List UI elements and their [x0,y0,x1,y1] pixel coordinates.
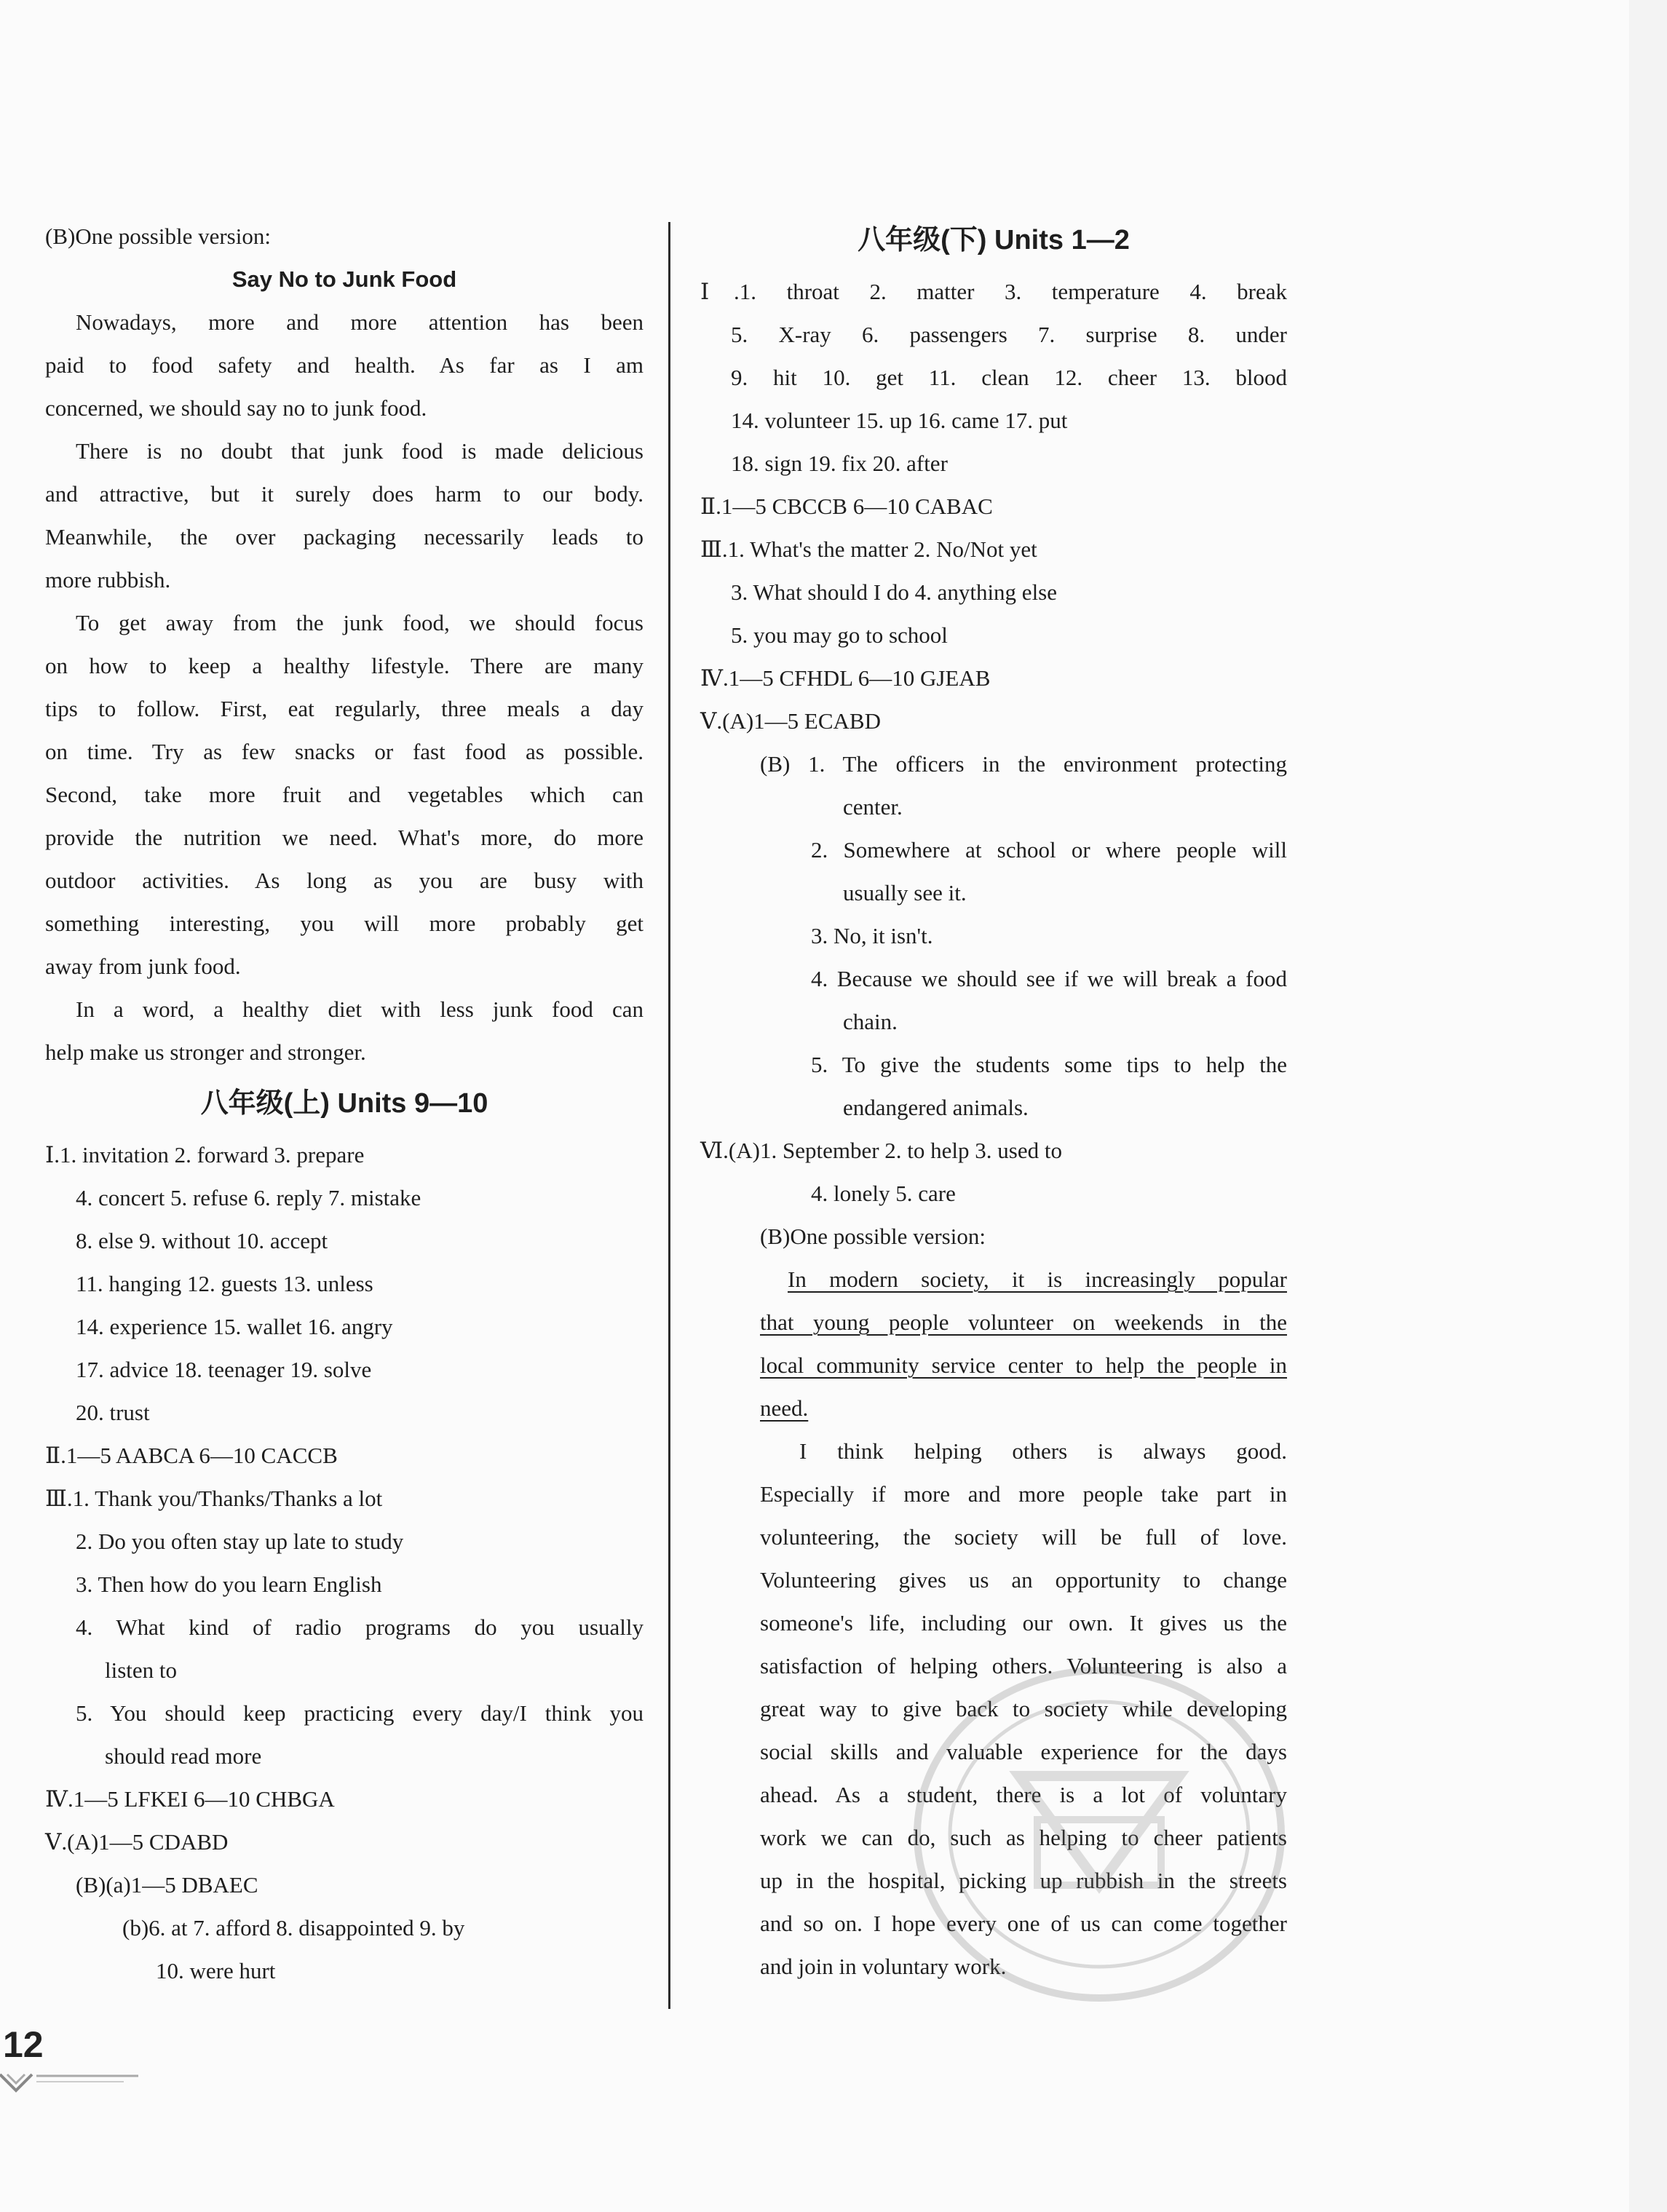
answer-line: 20. trust [76,1400,150,1425]
essay-line: social skills and valuable experience for the days [760,1739,1287,1764]
answer-line: Ⅲ.1. Thank you/Thanks/Thanks a lot [45,1486,383,1511]
essay-line: outdoor activities. As long as you are busy with [45,868,644,893]
essay-line: Meanwhile, the over packaging necessarily leads to [45,524,644,550]
essay-line: Volunteering gives us an opportunity to change [760,1567,1287,1593]
answer-line: 3. No, it isn't. [811,923,933,948]
answer-line: usually see it. [843,880,967,905]
essay-line: concerned, we should say no to junk food. [45,395,427,421]
underlined-line [700,1258,1287,1301]
essay-line: volunteering, the society will be full of love. [760,1524,1287,1550]
essay-line: and so on. I hope every one of us can come together [760,1911,1287,1936]
answer-line: 9. hit 10. get 11. clean 12. cheer 13. blood [731,365,1287,390]
essay-line: Nowadays, more and more attention has been [76,309,644,335]
answer-line: 5. To give the students some tips to help the [811,1052,1287,1077]
answer-line: 14. experience 15. wallet 16. angry [76,1314,393,1339]
underlined-line [700,1344,1287,1387]
left-column [45,215,644,1992]
essay-line: on how to keep a healthy lifestyle. There are many [45,653,644,678]
answer-line: Ⅳ.1—5 LFKEI 6—10 CHBGA [45,1786,335,1812]
essay-line: and join in voluntary work. [760,1954,1007,1979]
answer-line: 11. hanging 12. guests 13. unless [76,1271,373,1296]
answer-line: chain. [843,1009,898,1034]
page-number: 12 [3,2024,44,2065]
answer-line: 5. X-ray 6. passengers 7. surprise 8. under [731,322,1287,347]
answer-line: Ⅴ.(A)1—5 ECABD [700,708,881,734]
essay-line: provide the nutrition we need. What's more, do more [45,825,644,850]
answer-line: Ⅴ.(A)1—5 CDABD [45,1829,229,1855]
answer-line: 4. Because we should see if we will break a food [811,966,1287,991]
watermark-stamp [895,1652,1303,2016]
answer-line: 3. What should I do 4. anything else [731,579,1058,605]
essay-line: great way to give back to society while developing [760,1696,1287,1721]
answer-line: should read more [105,1743,262,1769]
essay-line: something interesting, you will more probably get [45,911,644,936]
answer-line: Ⅳ.1—5 CFHDL 6—10 GJEAB [700,665,991,691]
essay-line: ahead. As a student, there is a lot of voluntary [760,1782,1287,1807]
answer-line: Ⅲ.1. What's the matter 2. No/Not yet [700,536,1037,562]
answer-line: Ⅰ.1. throat 2. matter 3. temperature 4. break [700,279,1287,304]
essay-line: tips to follow. First, eat regularly, three meals a day [45,696,644,721]
essay-line: up in the hospital, picking up rubbish in the streets [760,1868,1287,1893]
essay-line: Especially if more and more people take part in [760,1481,1287,1507]
page-number-ornament [0,2067,146,2096]
answer-line: 18. sign 19. fix 20. after [731,451,948,476]
answer-line: 4. concert 5. refuse 6. reply 7. mistake [76,1185,421,1210]
underlined-text: In modern society, it is increasingly popular [788,1266,1287,1292]
column-divider [668,222,670,2009]
answer-line: (B)One possible version: [760,1224,986,1249]
answer-line: 10. were hurt [156,1958,276,1983]
answer-line: center. [843,794,903,820]
answer-line: 4. lonely 5. care [811,1181,956,1206]
essay-line: paid to food safety and health. As far as I am [45,352,644,378]
answer-line: listen to [105,1657,178,1683]
answer-line: 2. Somewhere at school or where people will [811,837,1287,863]
answer-line: 5. You should keep practicing every day/I think you [76,1700,644,1726]
essay-line: There is no doubt that junk food is made delicious [76,438,644,464]
underlined-line [700,1387,1287,1430]
underlined-text: that young people volunteer on weekends in the [760,1309,1287,1335]
answer-line: Ⅱ.1—5 AABCA 6—10 CACCB [45,1443,338,1468]
underlined-text: need. [760,1395,809,1421]
answer-line: (B)(a)1—5 DBAEC [76,1872,258,1898]
section-heading: 八年级(上) Units 9—10 [200,1088,488,1119]
answer-line: 17. advice 18. teenager 19. solve [76,1357,372,1382]
essay-line: more rubbish. [45,567,171,592]
essay-line: Second, take more fruit and vegetables which can [45,782,644,807]
essay-line: In a word, a healthy diet with less junk food can [76,996,644,1022]
underlined-text: local community service center to help the people in [760,1352,1287,1378]
essay-line: I think helping others is always good. [799,1438,1287,1464]
answer-line: Ⅰ.1. invitation 2. forward 3. prepare [45,1142,365,1168]
essay-line: To get away from the junk food, we should focus [76,610,644,635]
answer-line: 14. volunteer 15. up 16. came 17. put [731,408,1068,433]
page-edge [1629,0,1667,2212]
answer-line: Ⅵ.(A)1. September 2. to help 3. used to [700,1138,1062,1163]
answer-line: (B) 1. The officers in the environment protecting [760,751,1287,777]
essay-intro: (B)One possible version: [45,223,271,249]
answer-line: 4. What kind of radio programs do you usually [76,1614,644,1640]
essay-title: Say No to Junk Food [231,266,457,292]
answer-line: 8. else 9. without 10. accept [76,1228,328,1253]
essay-line: work we can do, such as helping to cheer patients [760,1825,1287,1850]
essay-line: help make us stronger and stronger. [45,1039,366,1065]
answer-line: 5. you may go to school [731,622,948,648]
essay-line: and attractive, but it surely does harm to our body. [45,481,644,507]
essay-line: on time. Try as few snacks or fast food as possible. [45,739,644,764]
answer-line: (b)6. at 7. afford 8. disappointed 9. by [122,1915,465,1941]
section-heading: 八年级(下) Units 1—2 [858,225,1130,255]
essay-line: satisfaction of helping others. Volunteering is also a [760,1653,1287,1678]
answer-line: endangered animals. [843,1095,1029,1120]
answer-line: Ⅱ.1—5 CBCCB 6—10 CABAC [700,493,993,519]
answer-line: 2. Do you often stay up late to study [76,1529,404,1554]
essay-line: away from junk food. [45,954,241,979]
underlined-line [700,1301,1287,1344]
answer-line: 3. Then how do you learn English [76,1571,382,1597]
essay-line: someone's life, including our own. It gives us the [760,1610,1287,1636]
